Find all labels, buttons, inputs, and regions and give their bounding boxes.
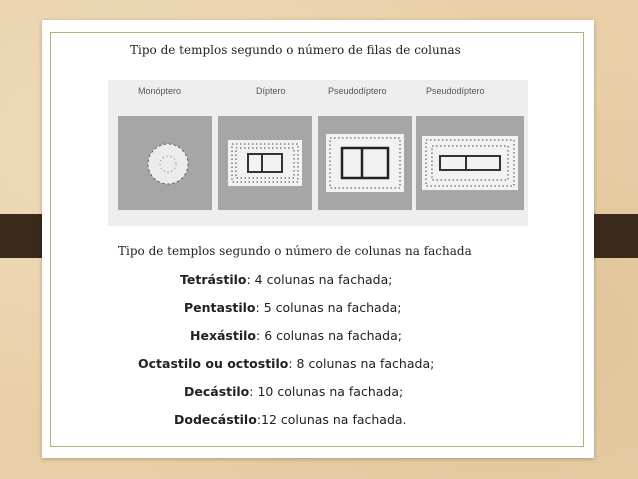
list-term: Decástilo	[184, 384, 250, 399]
list-term: Octastilo ou octostilo	[138, 356, 289, 371]
list-item	[190, 328, 402, 343]
facade-types-list	[108, 264, 528, 434]
monoptero-plan	[118, 116, 212, 210]
list-desc: : 6 colunas na fachada;	[256, 328, 402, 343]
list-term: Hexástilo	[190, 328, 257, 343]
list-item	[180, 272, 392, 287]
list-desc: :12 colunas na fachada.	[256, 412, 407, 427]
monoptero-plan-drawing	[118, 116, 212, 210]
pseudodiptero-plan-1	[318, 116, 412, 210]
list-desc: : 4 colunas na fachada;	[246, 272, 393, 287]
diptero-plan-drawing	[218, 116, 312, 210]
plan-label-pseudodiptero-2: Pseudodíptero	[426, 86, 485, 96]
right-decorative-tab	[594, 214, 638, 258]
pseudodiptero-plan-2-drawing	[416, 116, 524, 210]
heading-rows-of-columns: Tipo de templos segundo o número de filas de colunas	[130, 43, 461, 57]
left-decorative-tab	[0, 214, 42, 258]
plan-label-diptero: Díptero	[256, 86, 286, 96]
pseudodiptero-plan-2	[416, 116, 524, 210]
list-item	[138, 356, 434, 371]
temple-plans-image	[108, 80, 528, 226]
pseudodiptero-plan-1-drawing	[318, 116, 412, 210]
list-desc: : 8 colunas na fachada;	[288, 356, 435, 371]
list-item	[184, 300, 402, 315]
list-desc: : 10 colunas na fachada;	[249, 384, 404, 399]
list-term: Pentastilo	[184, 300, 256, 315]
list-item	[184, 384, 403, 399]
list-desc: : 5 colunas na fachada;	[255, 300, 402, 315]
list-term: Dodecástilo	[174, 412, 257, 427]
list-item	[174, 412, 407, 427]
heading-facade-columns: Tipo de templos segundo o número de colunas na fachada	[118, 244, 472, 258]
diptero-plan	[218, 116, 312, 210]
plan-label-pseudodiptero-1: Pseudodíptero	[328, 86, 387, 96]
list-term: Tetrástilo	[180, 272, 247, 287]
plan-label-monoptero: Monóptero	[138, 86, 182, 96]
